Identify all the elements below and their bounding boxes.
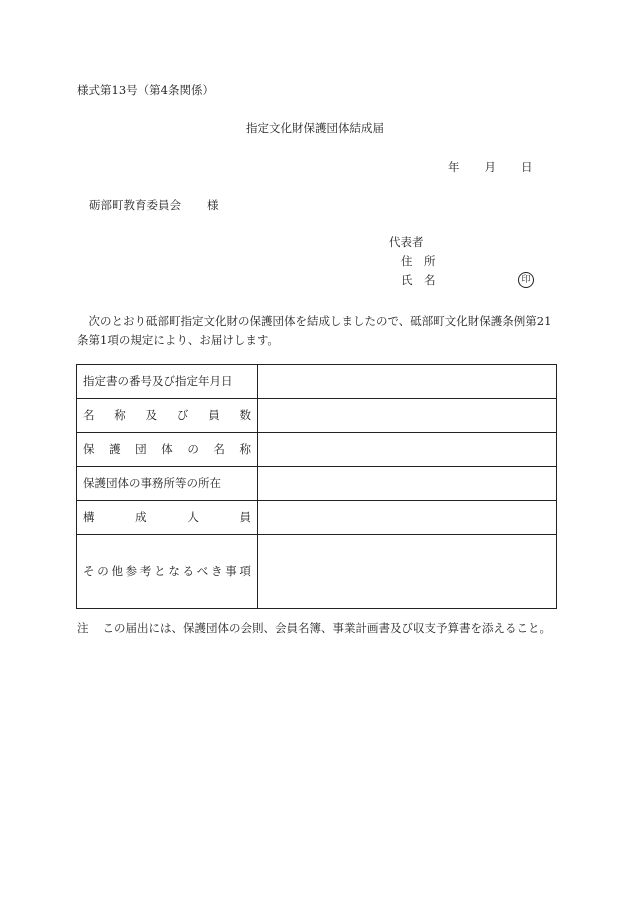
date-line (448, 162, 533, 174)
label-char: 考 (139, 563, 152, 578)
label-char: 員 (208, 407, 220, 422)
addressee-honorific: 様 (207, 198, 219, 212)
label-char: き (210, 563, 223, 578)
date-day-label: 日 (521, 160, 533, 174)
label-char: の (97, 563, 109, 578)
justified-label (83, 563, 251, 578)
table-row (77, 399, 557, 433)
date-month-label: 月 (484, 160, 496, 174)
address-label: 住 所 (401, 254, 436, 268)
label-char: 成 (135, 509, 147, 524)
form-number: 様式第13号（第4条関係） (77, 83, 214, 97)
row-value-group-name[interactable] (258, 433, 557, 467)
row-label-office-location: 保護団体の事務所等の所在 (77, 467, 258, 501)
label-char: 称 (114, 407, 126, 422)
label-char: 数 (239, 407, 251, 422)
label-char: 体 (161, 441, 173, 456)
label-char: 団 (135, 441, 147, 456)
table-row (77, 365, 557, 399)
label-char: 名 (213, 441, 225, 456)
addressee (89, 200, 219, 212)
label-char: 名 (83, 407, 95, 422)
name-label: 氏 名 (401, 273, 436, 287)
row-label-group-name (77, 433, 258, 467)
label-char: る (182, 563, 195, 578)
label-char: 他 (111, 563, 123, 578)
label-char: と (154, 563, 166, 578)
label-char: び (176, 407, 189, 422)
items-table (76, 364, 557, 609)
row-label-designation: 指定書の番号及び指定年月日 (77, 365, 258, 399)
label-char: 及 (145, 407, 158, 422)
table-row (77, 501, 557, 535)
date-year-label: 年 (448, 160, 460, 174)
label-char: な (168, 563, 180, 578)
label-char: 護 (109, 441, 121, 456)
table-row (77, 467, 557, 501)
document-title: 指定文化財保護団体結成届 (246, 121, 384, 135)
justified-label (83, 441, 251, 456)
note-text: この届出には、保護団体の会則、会員名簿、事業計画書及び収支予算書を添えること。 (102, 621, 551, 635)
row-label-name-count (77, 399, 258, 433)
label-char: 事 (225, 563, 237, 578)
table-row (77, 433, 557, 467)
label-char: 参 (125, 563, 138, 578)
label-char: 構 (83, 509, 95, 524)
table-row (77, 535, 557, 609)
label-char: 称 (239, 441, 251, 456)
row-value-members[interactable] (258, 501, 557, 535)
row-label-other (77, 535, 258, 609)
label-char: の (187, 441, 199, 456)
row-value-designation[interactable] (258, 365, 557, 399)
footnote (77, 623, 551, 635)
seal-mark: 印 (518, 272, 534, 288)
label-char: 員 (239, 509, 251, 524)
justified-label (83, 509, 251, 524)
note-prefix: 注 (77, 621, 89, 635)
addressee-name: 砺部町教育委員会 (89, 198, 181, 212)
label-char: べ (196, 563, 209, 578)
row-value-other[interactable] (258, 535, 557, 609)
justified-label (83, 407, 251, 422)
label-char: 保 (83, 441, 95, 456)
row-value-name-count[interactable] (258, 399, 557, 433)
body-text: 次のとおり砥部町指定文化財の保護団体を結成しましたので、砥部町文化財保護条例第21条第1項の規定により、お届けします。 (77, 314, 552, 347)
representative-label: 代表者 (389, 235, 424, 249)
label-char: そ (83, 563, 95, 578)
label-char: 人 (187, 509, 199, 524)
row-label-members (77, 501, 258, 535)
row-value-office-location[interactable] (258, 467, 557, 501)
label-char: 項 (239, 563, 251, 578)
